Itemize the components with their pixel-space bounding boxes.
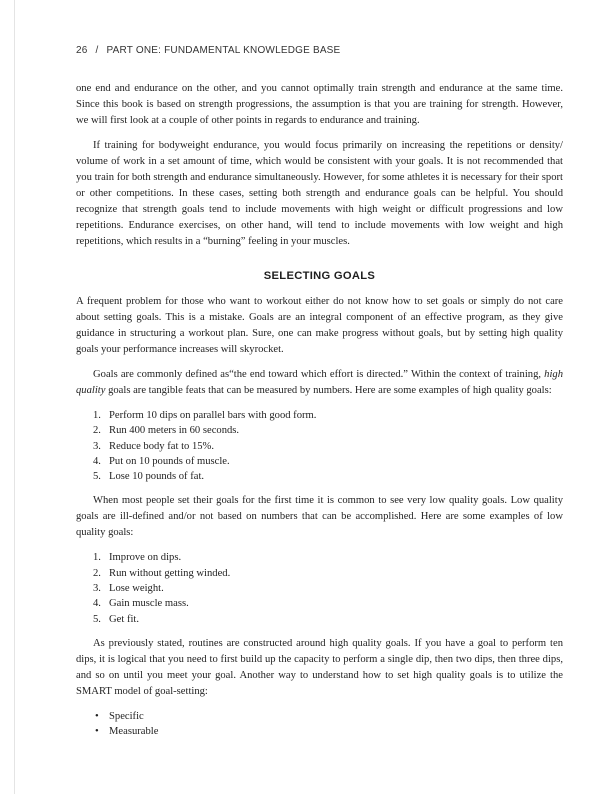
list-item <box>76 408 563 423</box>
list-number: 3. <box>93 440 101 452</box>
list-item <box>76 550 563 565</box>
paragraph-goal-problem: A frequent problem for those who want to workout either do not know how to set goals or simply do not care about setting goals. This is a mistake. Goals are an integral component of an effective program, as they give guidance in structuring a workout plan. Sure, one can make progress without goals, but by setting high quality goals your performance increases will skyrocket. <box>76 296 563 355</box>
list-item <box>76 423 563 438</box>
list-item <box>76 439 563 454</box>
page-body <box>76 81 563 740</box>
high-quality-emphasis: high quality <box>76 369 563 396</box>
page-number: 26 <box>76 45 88 56</box>
list-item <box>76 566 563 581</box>
header-separator: / <box>95 45 99 56</box>
list-item-text: Gain muscle mass. <box>109 598 189 610</box>
list-item <box>76 581 563 596</box>
smart-model-list <box>76 709 563 740</box>
list-item-text: Put on 10 pounds of muscle. <box>109 455 230 467</box>
list-number: 4. <box>93 598 101 610</box>
list-item <box>76 454 563 469</box>
high-quality-goals-list <box>76 408 563 484</box>
paragraph-smart-intro: As previously stated, routines are constructed around high quality goals. If you have a goal to perform ten dips, it is logical that you need to first build up the capacity to perform a single dip, then two dips, then three dips, and so on until you meet your goal. Another way to understand how to set high quality goals is to utilize the SMART model of goal-setting: <box>76 637 563 697</box>
list-number: 2. <box>93 425 101 437</box>
paragraph-goal-definition <box>76 367 563 399</box>
list-item <box>76 612 563 627</box>
list-item-text: Reduce body fat to 15%. <box>109 440 215 452</box>
list-item <box>76 709 563 724</box>
page-edge-line <box>14 0 15 794</box>
goal-definition-end: goals are tangible feats that can be measured by numbers. Here are some examples of high quality goals: <box>105 385 552 396</box>
bullet-icon: • <box>95 710 99 722</box>
list-item-text: Get fit. <box>109 613 140 625</box>
list-number: 1. <box>93 410 101 421</box>
list-item-text: Perform 10 dips on parallel bars with good form. <box>109 410 317 421</box>
section-heading-selecting-goals: SELECTING GOALS <box>263 270 376 282</box>
list-item <box>76 469 563 484</box>
list-item-text: Run without getting winded. <box>109 567 231 579</box>
list-item <box>76 724 563 739</box>
list-item-text: Specific <box>109 710 144 722</box>
list-item-text: Lose 10 pounds of fat. <box>109 471 205 483</box>
list-number: 3. <box>93 583 101 595</box>
list-number: 2. <box>93 567 101 579</box>
low-quality-goals-list <box>76 550 563 626</box>
list-item <box>76 596 563 611</box>
list-item-text: Run 400 meters in 60 seconds. <box>109 425 240 437</box>
running-title: PART ONE: FUNDAMENTAL KNOWLEDGE BASE <box>106 45 341 56</box>
running-header <box>76 45 340 56</box>
paragraph-low-quality-intro: When most people set their goals for the first time it is common to see very low quality goals. Low quality goals are ill-defined and/or not based on numbers that can be accomplished. Here are some examples of low quality goals: <box>76 495 563 539</box>
goal-definition-start: Goals are commonly defined as“the end toward which effort is directed.” Within the context of training, <box>93 369 545 380</box>
paragraph-bodyweight-endurance: If training for bodyweight endurance, you would focus primarily on increasing the repetitions or density/ volume of work in a set amount of time, which would be consistent with your goals. It is not recommended that you train for both strength and endurance simultaneously. However, for some athletes it is necessary for their sport or other competitions. In these cases, setting both strength and endurance goals can be helpful. You should recognize that strength goals tend to include movements with high weight or difficult progressions and low repetitions. Endurance exercises, on other hand, will tend to include movements with low weight and high repetitions, which results in a “burning” feeling in your muscles. <box>76 140 563 247</box>
list-number: 4. <box>93 455 101 467</box>
paragraph-continuation: one end and endurance on the other, and you cannot optimally train strength and endurance at the same time. Since this book is based on strength progressions, the assumption is that you are training for strength. However, we will first look at a couple of other points in regards to endurance and training. <box>76 83 563 126</box>
list-item-text: Lose weight. <box>109 583 164 595</box>
list-item-text: Improve on dips. <box>109 552 182 564</box>
list-number: 5. <box>93 613 101 625</box>
list-number: 5. <box>93 471 101 483</box>
list-number: 1. <box>93 552 101 564</box>
bullet-icon: • <box>95 726 99 738</box>
list-item-text: Measurable <box>109 726 159 738</box>
